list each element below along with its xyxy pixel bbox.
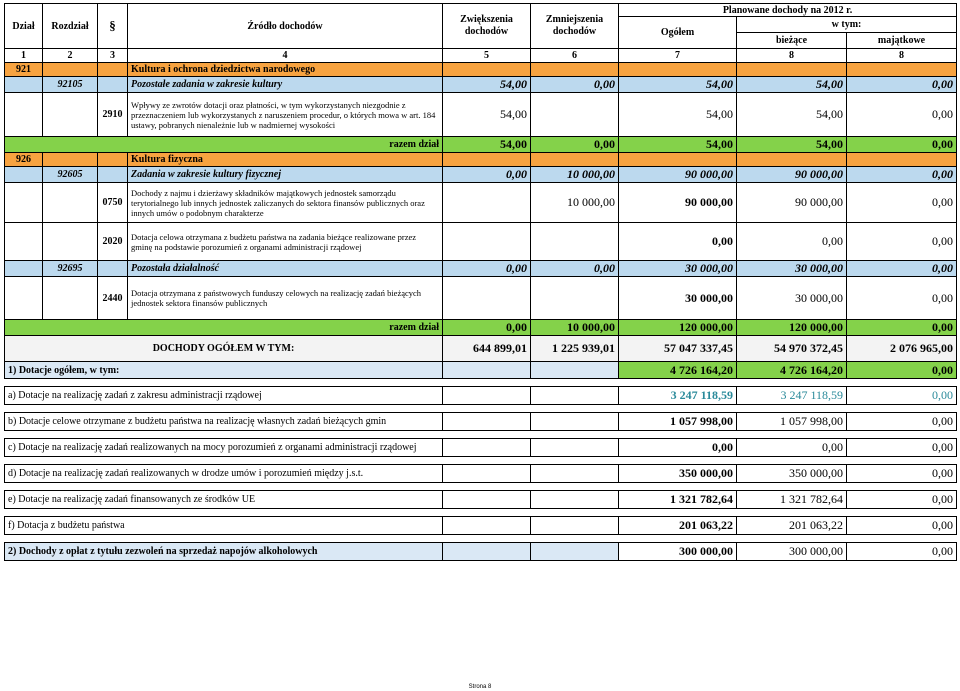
cell-majatkowe: 0,00 <box>847 362 957 379</box>
paragraf-name: Dotacja celowa otrzymana z budżetu państwa na zadania bieżące realizowane przez gminę na podstawie porozumień z organami administracji rządowej <box>128 223 443 261</box>
col-majatkowe: majątkowe <box>847 33 957 49</box>
dzial-code: 926 <box>5 153 43 167</box>
header-num: 8 <box>847 49 957 63</box>
paragraf-code: 2020 <box>98 223 128 261</box>
cell-ogolem: 57 047 337,45 <box>619 336 737 362</box>
cell-ogolem: 90 000,00 <box>619 183 737 223</box>
header-num: 5 <box>443 49 531 63</box>
cell-majatkowe: 0,00 <box>847 387 957 405</box>
rozdzial-code: 92105 <box>43 77 98 93</box>
dzial-row <box>5 63 957 77</box>
cell-ogolem: 1 057 998,00 <box>619 413 737 431</box>
cell-biezace: 1 321 782,64 <box>737 491 847 509</box>
cell-ogolem: 3 247 118,59 <box>619 387 737 405</box>
cell-majatkowe: 0,00 <box>847 137 957 153</box>
ogolem-label: DOCHODY OGÓŁEM W TYM: <box>5 336 443 362</box>
cell-majatkowe: 0,00 <box>847 491 957 509</box>
cell-majatkowe: 0,00 <box>847 517 957 535</box>
razem-label: razem dział <box>5 137 443 153</box>
cell-biezace: 30 000,00 <box>737 277 847 320</box>
dotacje-label: e) Dotacje na realizację zadań finansowanych ze środków UE <box>5 491 443 509</box>
rozdzial-row <box>5 261 957 277</box>
col-zmniejszenia: Zmniejszenia dochodów <box>531 4 619 49</box>
col-zwiekszenia: Zwiększenia dochodów <box>443 4 531 49</box>
paragraf-row <box>5 223 957 261</box>
cell-ogolem: 120 000,00 <box>619 320 737 336</box>
cell-ogolem: 54,00 <box>619 137 737 153</box>
rozdzial-code: 92605 <box>43 167 98 183</box>
cell-ogolem: 30 000,00 <box>619 277 737 320</box>
cell-zwiekszenia: 54,00 <box>443 137 531 153</box>
cell-ogolem: 1 321 782,64 <box>619 491 737 509</box>
paragraf-code: 0750 <box>98 183 128 223</box>
cell-biezace: 90 000,00 <box>737 183 847 223</box>
cell-majatkowe: 0,00 <box>847 183 957 223</box>
header-num: 2 <box>43 49 98 63</box>
paragraf-name: Dochody z najmu i dzierżawy składników majątkowych jednostek samorządu terytorialnego lub innych jednostek zaliczanych do sektora finansów publicznych oraz innych umów o podobnym charakterze <box>128 183 443 223</box>
paragraf-row <box>5 277 957 320</box>
cell-zwiekszenia: 644 899,01 <box>443 336 531 362</box>
cell-zmniejszenia: 10 000,00 <box>531 167 619 183</box>
header-num: 6 <box>531 49 619 63</box>
cell-majatkowe: 0,00 <box>847 320 957 336</box>
cell-biezace: 30 000,00 <box>737 261 847 277</box>
cell-ogolem: 4 726 164,20 <box>619 362 737 379</box>
paragraf-row <box>5 183 957 223</box>
cell-zwiekszenia: 0,00 <box>443 320 531 336</box>
cell-biezace: 350 000,00 <box>737 465 847 483</box>
cell-biezace: 3 247 118,59 <box>737 387 847 405</box>
header-num: 7 <box>619 49 737 63</box>
cell-ogolem: 90 000,00 <box>619 167 737 183</box>
cell-zmniejszenia: 10 000,00 <box>531 183 619 223</box>
paragraf-name: Wpływy ze zwrotów dotacji oraz płatności, w tym wykorzystanych niezgodnie z przeznaczeniem lub wykorzystanych z naruszeniem procedur, o których mowa w art. 184 ustawy, pobranych nienależnie lub w nadmiernej wysokości <box>128 93 443 137</box>
cell-majatkowe: 0,00 <box>847 465 957 483</box>
cell-ogolem: 201 063,22 <box>619 517 737 535</box>
cell-biezace: 90 000,00 <box>737 167 847 183</box>
rozdzial-row <box>5 167 957 183</box>
header-num: 3 <box>98 49 128 63</box>
cell-majatkowe: 0,00 <box>847 167 957 183</box>
razem-row <box>5 320 957 336</box>
rozdzial-name: Pozostałe zadania w zakresie kultury <box>128 77 443 93</box>
cell-ogolem: 30 000,00 <box>619 261 737 277</box>
cell-biezace: 54 970 372,45 <box>737 336 847 362</box>
dotacje-row <box>5 517 957 535</box>
dotacje-label: 1) Dotacje ogółem, w tym: <box>5 362 443 379</box>
rozdzial-code: 92695 <box>43 261 98 277</box>
page-number: Strona 8 <box>468 684 492 690</box>
col-dzial: Dział <box>5 4 43 49</box>
cell-biezace: 0,00 <box>737 223 847 261</box>
col-planowane: Planowane dochody na 2012 r. <box>619 4 957 17</box>
paragraf-row <box>5 93 957 137</box>
cell-ogolem: 54,00 <box>619 77 737 93</box>
cell-ogolem: 54,00 <box>619 93 737 137</box>
cell-zwiekszenia: 0,00 <box>443 261 531 277</box>
cell-zmniejszenia: 10 000,00 <box>531 320 619 336</box>
razem-row <box>5 137 957 153</box>
dotacje-row <box>5 543 957 561</box>
dotacje-label: b) Dotacje celowe otrzymane z budżetu państwa na realizację własnych zadań bieżących gmin <box>5 413 443 431</box>
rozdzial-name: Zadania w zakresie kultury fizycznej <box>128 167 443 183</box>
paragraf-code: 2440 <box>98 277 128 320</box>
dotacje-label: a) Dotacje na realizację zadań z zakresu administracji rządowej <box>5 387 443 405</box>
cell-zwiekszenia: 54,00 <box>443 93 531 137</box>
col-zrodlo: Źródło dochodów <box>128 4 443 49</box>
col-ogolem: Ogółem <box>619 17 737 49</box>
dotacje-row <box>5 491 957 509</box>
header-num: 8 <box>737 49 847 63</box>
cell-majatkowe: 0,00 <box>847 413 957 431</box>
cell-biezace: 54,00 <box>737 77 847 93</box>
col-w-tym: w tym: <box>737 17 957 33</box>
cell-biezace: 300 000,00 <box>737 543 847 561</box>
cell-biezace: 0,00 <box>737 439 847 457</box>
cell-zwiekszenia: 54,00 <box>443 77 531 93</box>
dotacje-row <box>5 362 957 379</box>
cell-ogolem: 0,00 <box>619 223 737 261</box>
paragraf-code: 2910 <box>98 93 128 137</box>
dotacje-label: f) Dotacja z budżetu państwa <box>5 517 443 535</box>
cell-ogolem: 300 000,00 <box>619 543 737 561</box>
cell-biezace: 54,00 <box>737 137 847 153</box>
dotacje-row <box>5 387 957 405</box>
cell-majatkowe: 2 076 965,00 <box>847 336 957 362</box>
dzial-code: 921 <box>5 63 43 77</box>
dzial-row <box>5 153 957 167</box>
cell-zwiekszenia: 0,00 <box>443 167 531 183</box>
cell-majatkowe: 0,00 <box>847 261 957 277</box>
cell-majatkowe: 0,00 <box>847 543 957 561</box>
col-biezace: bieżące <box>737 33 847 49</box>
cell-zmniejszenia: 1 225 939,01 <box>531 336 619 362</box>
budget-table <box>4 3 957 561</box>
cell-biezace: 201 063,22 <box>737 517 847 535</box>
dotacje-label: 2) Dochody z opłat z tytułu zezwoleń na sprzedaż napojów alkoholowych <box>5 543 443 561</box>
cell-zmniejszenia: 0,00 <box>531 77 619 93</box>
cell-biezace: 1 057 998,00 <box>737 413 847 431</box>
cell-zmniejszenia: 0,00 <box>531 137 619 153</box>
cell-ogolem: 0,00 <box>619 439 737 457</box>
header-numbers <box>5 49 957 63</box>
cell-zmniejszenia: 0,00 <box>531 261 619 277</box>
ogolem-row <box>5 336 957 362</box>
cell-majatkowe: 0,00 <box>847 277 957 320</box>
header-num: 4 <box>128 49 443 63</box>
dotacje-row <box>5 413 957 431</box>
cell-majatkowe: 0,00 <box>847 223 957 261</box>
cell-biezace: 4 726 164,20 <box>737 362 847 379</box>
dotacje-row <box>5 465 957 483</box>
rozdzial-row <box>5 77 957 93</box>
dzial-name: Kultura i ochrona dziedzictwa narodowego <box>128 63 443 77</box>
razem-label: razem dział <box>5 320 443 336</box>
dotacje-row <box>5 439 957 457</box>
header-num: 1 <box>5 49 43 63</box>
cell-ogolem: 350 000,00 <box>619 465 737 483</box>
rozdzial-name: Pozostała działalność <box>128 261 443 277</box>
dotacje-label: c) Dotacje na realizację zadań realizowanych na mocy porozumień z organami administracji rządowej <box>5 439 443 457</box>
cell-biezace: 54,00 <box>737 93 847 137</box>
cell-biezace: 120 000,00 <box>737 320 847 336</box>
dzial-name: Kultura fizyczna <box>128 153 443 167</box>
dotacje-label: d) Dotacje na realizację zadań realizowanych w drodze umów i porozumień między j.s.t. <box>5 465 443 483</box>
cell-majatkowe: 0,00 <box>847 439 957 457</box>
col-paragraf: § <box>98 4 128 49</box>
paragraf-name: Dotacja otrzymana z państwowych funduszy celowych na realizację zadań bieżących jednostek sektora finansów publicznych <box>128 277 443 320</box>
cell-majatkowe: 0,00 <box>847 93 957 137</box>
col-rozdzial: Rozdział <box>43 4 98 49</box>
cell-majatkowe: 0,00 <box>847 77 957 93</box>
